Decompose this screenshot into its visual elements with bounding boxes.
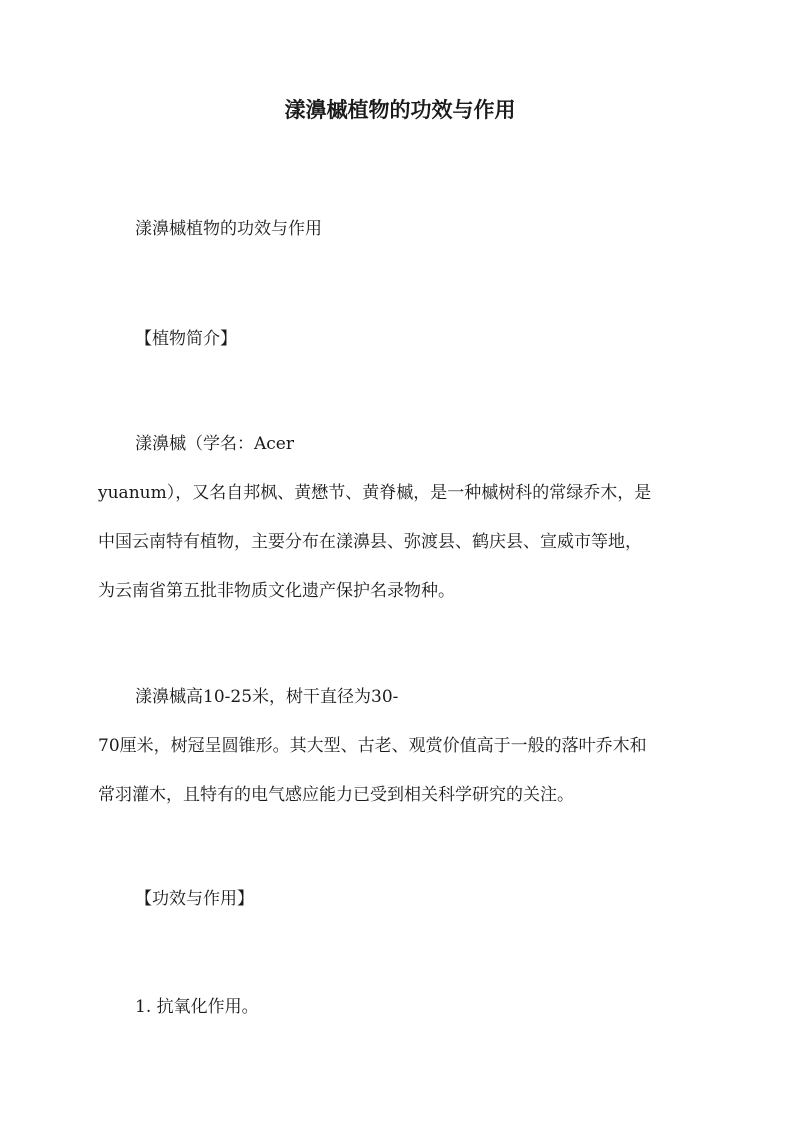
para1-line4: 为云南省第五批非物质文化遗产保护名录物种。 bbox=[98, 581, 455, 601]
document-subtitle: 漾濞槭植物的功效与作用 bbox=[135, 219, 322, 239]
para1-line2: yuanum），又名自邦枫、黄懋节、黄脊槭，是一种槭树科的常绿乔木，是 bbox=[98, 483, 652, 503]
list-item-antioxidant: 1. 抗氧化作用。 bbox=[135, 997, 259, 1017]
document-title: 漾濞槭植物的功效与作用 bbox=[284, 97, 516, 122]
section-heading-effects: 【功效与作用】 bbox=[135, 889, 254, 909]
para2-line1: 漾濞槭高10-25米，树干直径为30- bbox=[135, 687, 399, 707]
para1-line3: 中国云南特有植物，主要分布在漾濞县、弥渡县、鹤庆县、宣威市等地， bbox=[98, 532, 642, 552]
para1-line1: 漾濞槭（学名：Acer bbox=[135, 434, 294, 454]
para2-line2: 70厘米，树冠呈圆锥形。其大型、古老、观赏价值高于一般的落叶乔木和 bbox=[98, 736, 647, 756]
section-heading-intro: 【植物简介】 bbox=[135, 329, 237, 349]
para2-line3: 常羽灌木，且特有的电气感应能力已受到相关科学研究的关注。 bbox=[98, 785, 574, 805]
